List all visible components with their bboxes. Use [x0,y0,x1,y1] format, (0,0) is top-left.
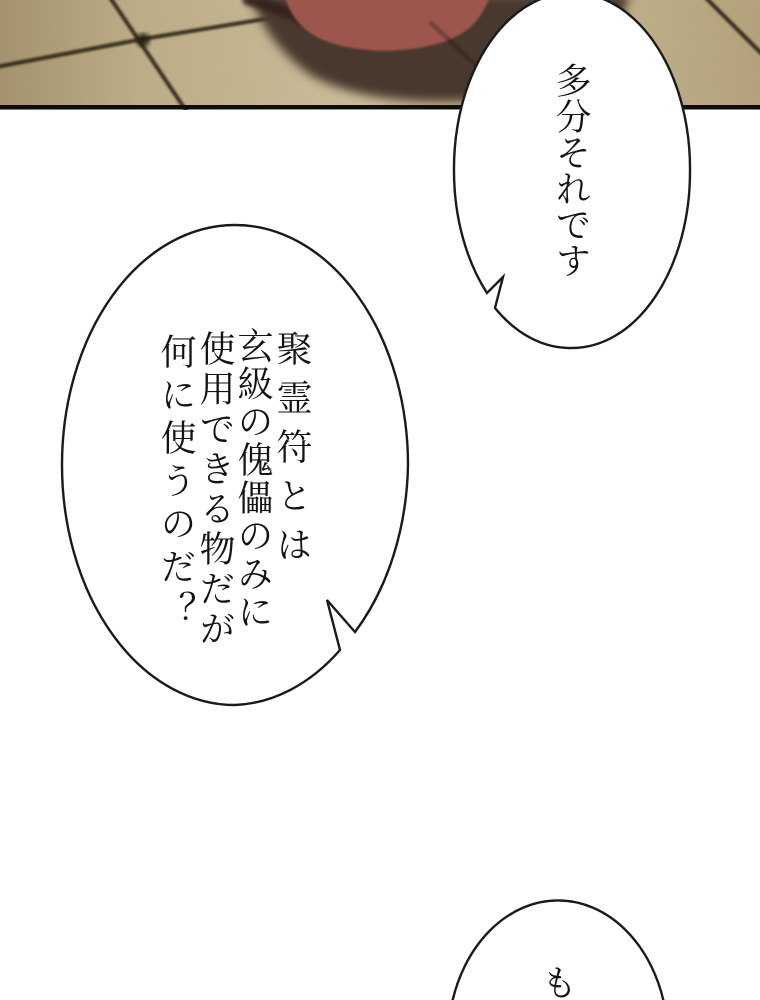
speech-bubble-bottom-text: も [537,964,578,1000]
speech-bubble-middle-left-text-col-2: 玄級の傀儡のみに [233,327,274,631]
speech-bubble-middle-left-text-col-4: 何に使うのだ？ [156,333,197,634]
speech-bubble-middle-left-text-col-1: 聚霊符とは [272,330,313,575]
speech-bubble-top-right-text: 多分それです [551,62,592,278]
grout-junction [136,33,150,47]
speech-bubble-middle-left-text-col-3: 使用できる物だが [195,330,236,650]
